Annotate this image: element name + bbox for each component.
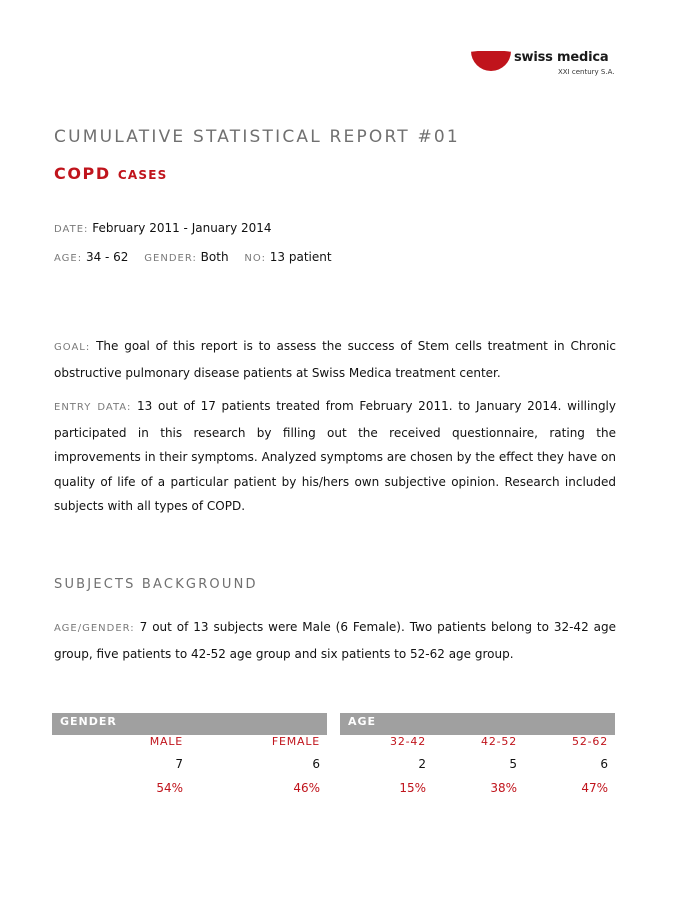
logo-subtitle: XXI century S.A.: [558, 68, 615, 76]
section-title-subjects-background: SUBJECTS BACKGROUND: [54, 577, 258, 592]
goal-text: The goal of this report is to assess the success of Stem cells treatment in Chronic obstructive pulmonary disease patients at Swiss Medica treatment center.: [54, 339, 616, 380]
age-52-62-count: 6: [600, 757, 608, 771]
age-32-42-count: 2: [418, 757, 426, 771]
male-count: 7: [175, 757, 183, 771]
male-column-label: MALE: [149, 735, 183, 748]
female-percent: 46%: [293, 781, 320, 795]
goal-paragraph: [54, 334, 616, 385]
age-42-52-column-label: 42-52: [481, 735, 517, 748]
age-42-52-percent: 38%: [490, 781, 517, 795]
date-value: February 2011 - January 2014: [92, 221, 272, 235]
age-52-62-column-label: 52-62: [572, 735, 608, 748]
male-percent: 54%: [156, 781, 183, 795]
female-column-label: FEMALE: [271, 735, 320, 748]
subtitle-main: COPD: [54, 164, 118, 183]
date-line: [54, 221, 272, 235]
age-32-42-column-label: 32-42: [390, 735, 426, 748]
age-52-62-percent: 47%: [581, 781, 608, 795]
date-label: DATE:: [54, 224, 89, 235]
goal-label: GOAL:: [54, 342, 91, 353]
logo-mark-icon: [470, 48, 512, 76]
subtitle-small: CASES: [117, 168, 168, 182]
logo-name: swiss medica: [514, 50, 609, 65]
no-label: NO:: [244, 253, 266, 264]
age-42-52-count: 5: [509, 757, 517, 771]
female-count: 6: [312, 757, 320, 771]
no-value: 13 patient: [269, 250, 332, 264]
age-label: AGE:: [54, 253, 83, 264]
gender-header: GENDER: [52, 713, 327, 735]
age-header: AGE: [340, 713, 615, 735]
age-gender-text: 7 out of 13 subjects were Male (6 Female). Two patients belong to 32-42 age group, five patients to 42-52 age group and six patients to 52-62 age group.: [54, 620, 616, 661]
age-32-42-percent: 15%: [399, 781, 426, 795]
gender-label: GENDER:: [144, 253, 197, 264]
age-gender-paragraph: [54, 615, 616, 666]
age-value: 34 - 62: [85, 250, 129, 264]
report-title: CUMULATIVE STATISTICAL REPORT #01: [54, 127, 460, 147]
entry-data-text: 13 out of 17 patients treated from February 2011. to January 2014. willingly participated in this research by filling out the received questionnaire, rating the improvements in their symptoms. Analyzed symptoms are chosen by the effect they have on quality of life of a particular patient by his/hers own subjective opinion. Research included subjects with all types of COPD.: [54, 399, 616, 513]
swiss-medica-logo: [470, 48, 620, 80]
demographics-line: [54, 250, 332, 264]
entry-data-label: ENTRY DATA:: [54, 402, 132, 413]
entry-data-paragraph: [54, 394, 616, 519]
gender-value: Both: [200, 250, 229, 264]
report-subtitle: [54, 164, 168, 183]
age-gender-label: AGE/GENDER:: [54, 623, 135, 634]
